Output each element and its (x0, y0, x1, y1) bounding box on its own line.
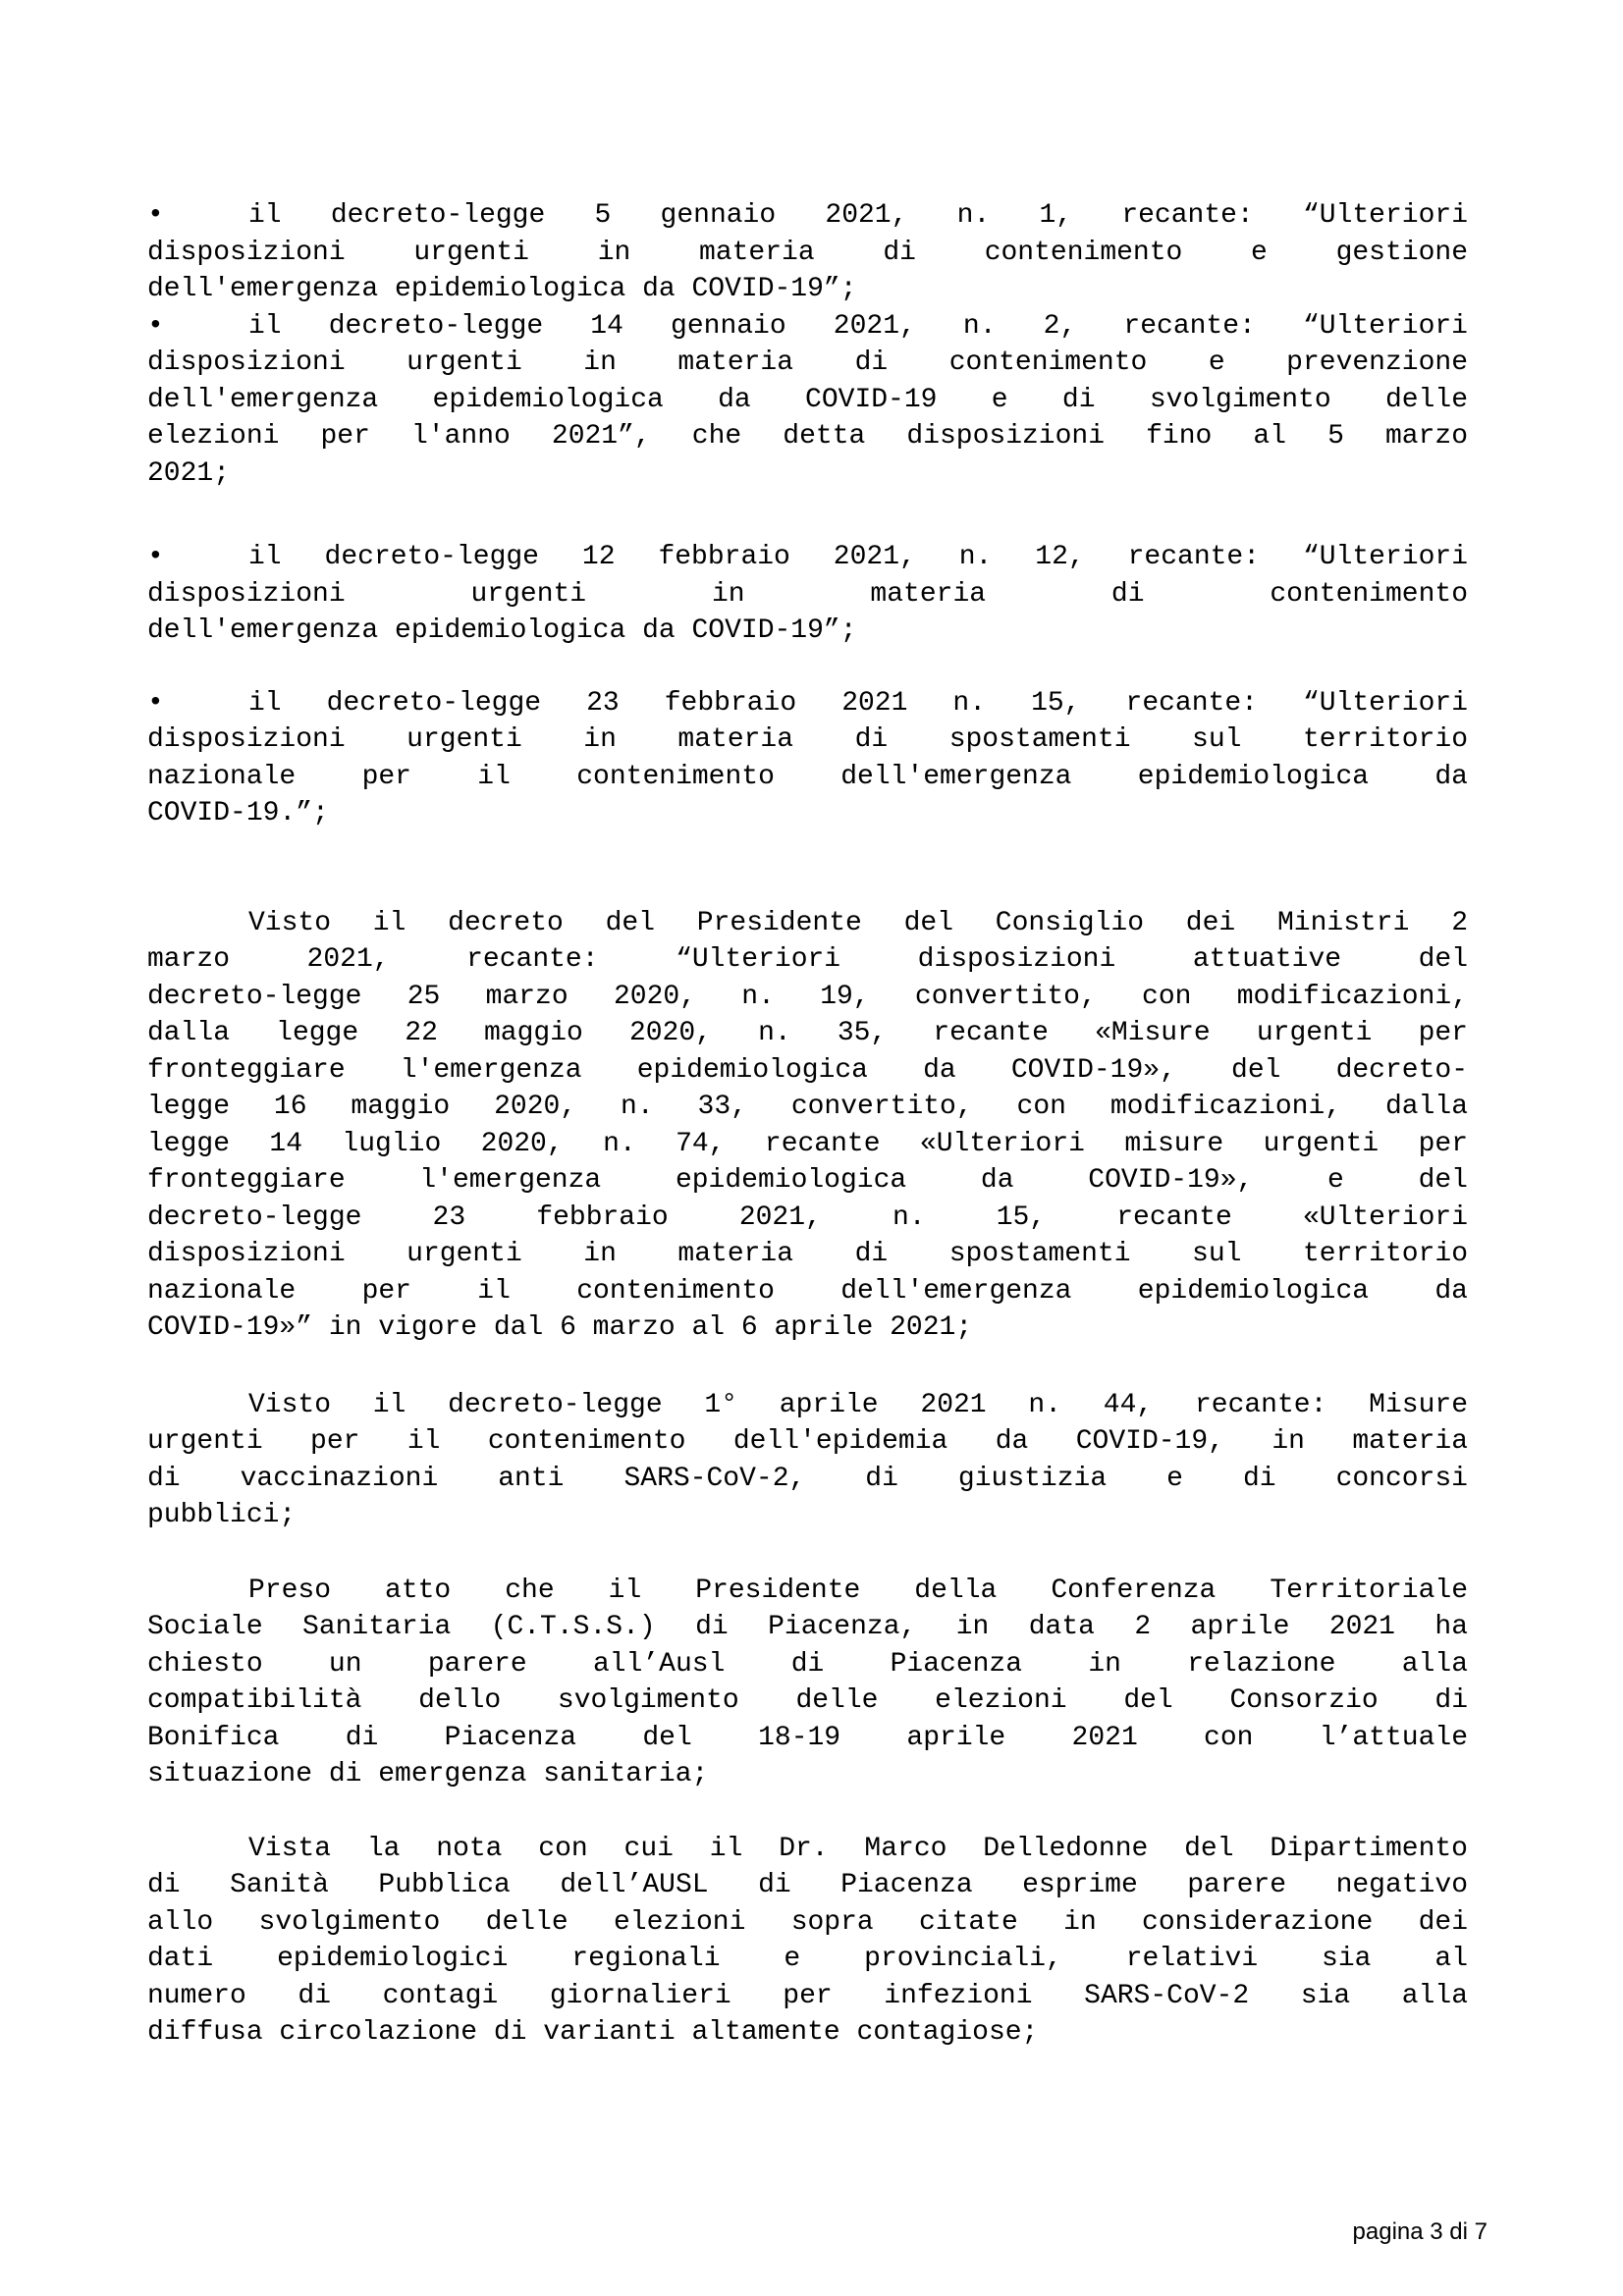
text-line: Visto il decreto del Presidente del Consiglio dei Ministri 2 (248, 907, 1468, 938)
text-line-content: il decreto-legge 5 gennaio 2021, n. 1, recante: “Ulteriori (248, 200, 1468, 231)
bullet-paragraph-3 (147, 539, 1468, 650)
bullet-icon: • (147, 687, 164, 719)
text-line: dati epidemiologici regionali e provinciali, relativi sia al (147, 1944, 1468, 1974)
text-line-content: il decreto-legge 12 febbraio 2021, n. 12, recante: “Ulteriori (248, 542, 1468, 572)
text-line: di Sanità Pubblica dell’AUSL di Piacenza esprime parere negativo (147, 1870, 1468, 1900)
text-line: disposizioni urgenti in materia di contenimento (147, 578, 1468, 610)
text-line: disposizioni urgenti in materia di spostamenti sul territorio (147, 724, 1468, 755)
text-line: urgenti per il contenimento dell'epidemia da COVID-19, in materia (147, 1426, 1468, 1457)
page-footer (1353, 2218, 1488, 2246)
text-line: decreto-legge 23 febbraio 2021, n. 15, recante «Ulteriori (147, 1201, 1468, 1233)
text-line: Sociale Sanitaria (C.T.S.S.) di Piacenza, in data 2 aprile 2021 ha (147, 1612, 1468, 1642)
text-line: nazionale per il contenimento dell'emergenza epidemiologica da (147, 761, 1468, 792)
text-line: 2021; (147, 457, 231, 489)
paragraph-vista-nota (147, 1831, 1468, 2052)
text-line: di vaccinazioni anti SARS-CoV-2, di giustizia e di concorsi (147, 1463, 1468, 1494)
text-line: fronteggiare l'emergenza epidemiologica da COVID-19», del decreto- (147, 1054, 1468, 1086)
text-line: marzo 2021, recante: “Ulteriori disposizioni attuative del (147, 944, 1468, 975)
text-line (147, 197, 1468, 235)
paragraph-visto-dl-44 (147, 1387, 1468, 1534)
text-line: compatibilità dello svolgimento delle elezioni del Consorzio di (147, 1685, 1468, 1716)
bullet-icon: • (147, 200, 164, 231)
bullet-icon: • (147, 310, 164, 342)
text-line: elezioni per l'anno 2021”, che detta disposizioni fino al 5 marzo (147, 421, 1468, 452)
bullet-icon: • (147, 542, 164, 572)
text-line: fronteggiare l'emergenza epidemiologica da COVID-19», e del (147, 1165, 1468, 1196)
text-line: Visto il decreto-legge 1° aprile 2021 n. 44, recante: Misure (248, 1389, 1468, 1420)
text-line: disposizioni urgenti in materia di contenimento e prevenzione (147, 347, 1468, 378)
text-line: chiesto un parere all’Ausl di Piacenza in relazione alla (147, 1648, 1468, 1680)
text-line: dell'emergenza epidemiologica da COVID-19”; (147, 615, 857, 646)
document-body (147, 197, 1468, 2052)
text-line: allo svolgimento delle elezioni sopra citate in considerazione dei (147, 1906, 1468, 1938)
text-line: decreto-legge 25 marzo 2020, n. 19, convertito, con modificazioni, (147, 981, 1468, 1012)
paragraph-preso-atto (147, 1573, 1468, 1793)
text-line: disposizioni urgenti in materia di spostamenti sul territorio (147, 1239, 1468, 1269)
bullet-paragraph-2 (147, 308, 1468, 493)
bullet-paragraph-1 (147, 197, 1468, 308)
text-line: disposizioni urgenti in materia di contenimento e gestione (147, 237, 1468, 268)
text-line (147, 308, 1468, 346)
text-line: legge 14 luglio 2020, n. 74, recante «Ulteriori misure urgenti per (147, 1128, 1468, 1159)
page-number: pagina 3 di 7 (1352, 2218, 1488, 2245)
text-line: dell'emergenza epidemiologica da COVID-19”; (147, 274, 857, 304)
text-line (147, 685, 1468, 722)
text-line: Preso atto che il Presidente della Conferenza Territoriale (248, 1575, 1468, 1606)
text-line (147, 539, 1468, 576)
text-line: dalla legge 22 maggio 2020, n. 35, recante «Misure urgenti per (147, 1018, 1468, 1048)
text-line: diffusa circolazione di varianti altamente contagiose; (147, 2017, 1039, 2048)
text-line: pubblici; (147, 1500, 297, 1530)
text-line: numero di contagi giornalieri per infezioni SARS-CoV-2 sia alla (147, 1980, 1468, 2011)
text-line: dell'emergenza epidemiologica da COVID-19 e di svolgimento delle (147, 384, 1468, 415)
text-line: Bonifica di Piacenza del 18-19 aprile 2021 con l’attuale (147, 1722, 1468, 1753)
text-line: COVID-19»” in vigore dal 6 marzo al 6 aprile 2021; (147, 1312, 973, 1343)
text-line: Vista la nota con cui il Dr. Marco Delledonne del Dipartimento (248, 1833, 1468, 1864)
text-line: situazione di emergenza sanitaria; (147, 1759, 709, 1789)
paragraph-visto-dpcm (147, 905, 1468, 1347)
text-line-content: il decreto-legge 14 gennaio 2021, n. 2, recante: “Ulteriori (248, 310, 1468, 342)
text-line: legge 16 maggio 2020, n. 33, convertito, con modificazioni, dalla (147, 1092, 1468, 1122)
text-line: nazionale per il contenimento dell'emergenza epidemiologica da (147, 1275, 1468, 1307)
bullet-paragraph-4 (147, 685, 1468, 832)
text-line: COVID-19.”; (147, 798, 329, 828)
text-line-content: il decreto-legge 23 febbraio 2021 n. 15, recante: “Ulteriori (248, 687, 1468, 719)
